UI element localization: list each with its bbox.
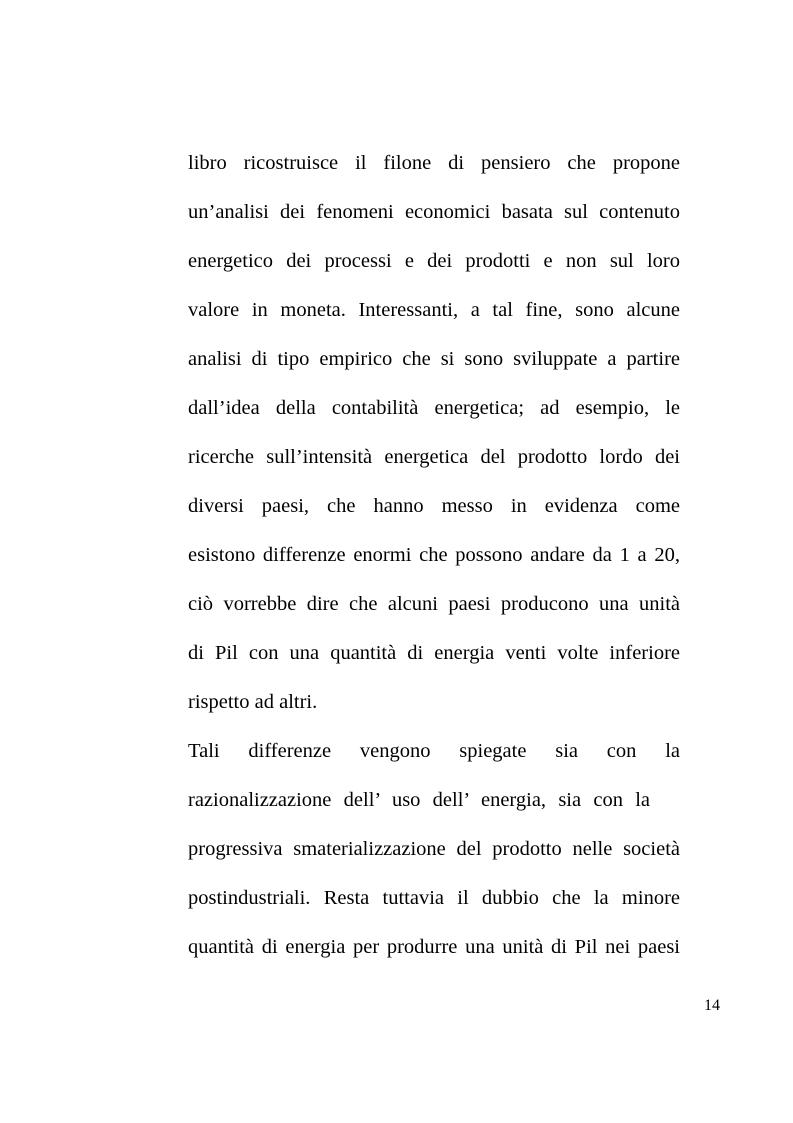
text-line: postindustriali. Resta tuttavia il dubbio che la minore bbox=[188, 887, 680, 909]
text-line: ciò vorrebbe dire che alcuni paesi producono una unità bbox=[188, 593, 680, 615]
text-line: esistono differenze enormi che possono andare da 1 a 20, bbox=[188, 544, 680, 566]
paragraph-end-line: rispetto ad altri. bbox=[188, 691, 318, 713]
body-text bbox=[188, 139, 680, 972]
text-line: dall’idea della contabilità energetica; ad esempio, le bbox=[188, 397, 680, 419]
page-number: 14 bbox=[704, 997, 720, 1014]
text-line: Tali differenze vengono spiegate sia con la bbox=[188, 740, 680, 762]
text-line: di Pil con una quantità di energia venti volte inferiore bbox=[188, 642, 680, 664]
text-line: libro ricostruisce il filone di pensiero che propone bbox=[188, 152, 680, 174]
text-line: quantità di energia per produrre una unità di Pil nei paesi bbox=[188, 936, 680, 958]
text-line: progressiva smaterializzazione del prodotto nelle società bbox=[188, 838, 680, 860]
text-line: diversi paesi, che hanno messo in evidenza come bbox=[188, 495, 680, 517]
text-line: un’analisi dei fenomeni economici basata sul contenuto bbox=[188, 201, 680, 223]
text-line: razionalizzazione dell’ uso dell’ energia, sia con la bbox=[188, 789, 650, 811]
text-line: valore in moneta. Interessanti, a tal fine, sono alcune bbox=[188, 299, 680, 321]
text-line: analisi di tipo empirico che si sono sviluppate a partire bbox=[188, 348, 680, 370]
text-line: energetico dei processi e dei prodotti e non sul loro bbox=[188, 250, 680, 272]
text-line: ricerche sull’intensità energetica del prodotto lordo dei bbox=[188, 446, 680, 468]
